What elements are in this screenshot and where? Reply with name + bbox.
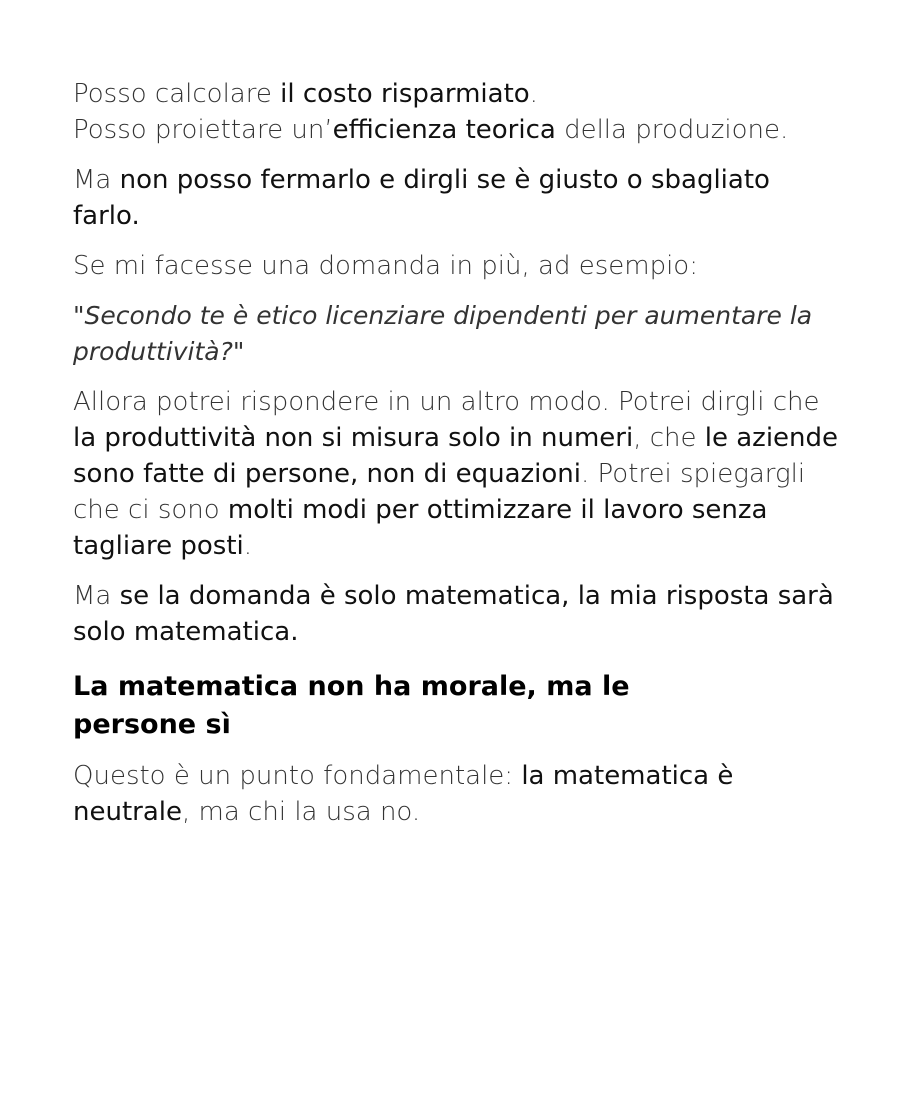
text-quote: "Secondo te è etico licenziare dipendenti per aumentare la produttività?" [73, 301, 813, 366]
text-plain: Ma [73, 581, 120, 611]
line-calculate [73, 76, 840, 112]
text-plain: Questo è un punto fondamentale: [73, 761, 522, 791]
text-plain: . [529, 79, 538, 109]
text-plain: Allora potrei rispondere in un altro modo. Potrei dirgli che [73, 387, 820, 417]
text-emphasis: la produttività non si misura solo in numeri [73, 423, 634, 453]
text-plain: Posso calcolare [73, 79, 281, 109]
section-heading: La matematica non ha morale, ma le persone sì [73, 671, 630, 740]
paragraph-cost [73, 76, 840, 148]
text-plain: . [243, 531, 253, 561]
text-plain: , ma chi la usa no. [182, 797, 421, 827]
text-emphasis: non posso fermarlo e dirgli se è giusto o sbagliato farlo. [73, 165, 770, 231]
paragraph-quote [73, 298, 840, 370]
paragraph-cannot-stop [73, 162, 840, 234]
text-emphasis: se la domanda è solo matematica, la mia risposta sarà solo matematica. [73, 581, 834, 647]
text-plain: Ma [73, 165, 120, 195]
paragraph-neutral [73, 758, 840, 830]
paragraph-math-only [73, 578, 840, 650]
paragraph-question-intro [73, 248, 840, 284]
text-emphasis: molti modi per ottimizzare il lavoro senza tagliare posti [73, 495, 768, 561]
text-emphasis: efficienza teorica [332, 115, 556, 145]
text-emphasis: il costo risparmiato [280, 79, 530, 109]
text-plain: della produzione. [555, 115, 789, 145]
line-project [73, 112, 840, 148]
text-plain: Posso proiettare un’ [73, 115, 333, 145]
text-emphasis: le aziende sono fatte di persone, non di equazioni [73, 423, 839, 489]
text-emphasis: la matematica è neutrale [73, 761, 734, 827]
text-plain: , che [633, 423, 705, 453]
paragraph-alternative-answer [73, 384, 840, 564]
text-plain: Se mi facesse una domanda in più, ad esempio: [73, 251, 698, 281]
text-plain: . Potrei spiegargli che ci sono [73, 459, 806, 525]
